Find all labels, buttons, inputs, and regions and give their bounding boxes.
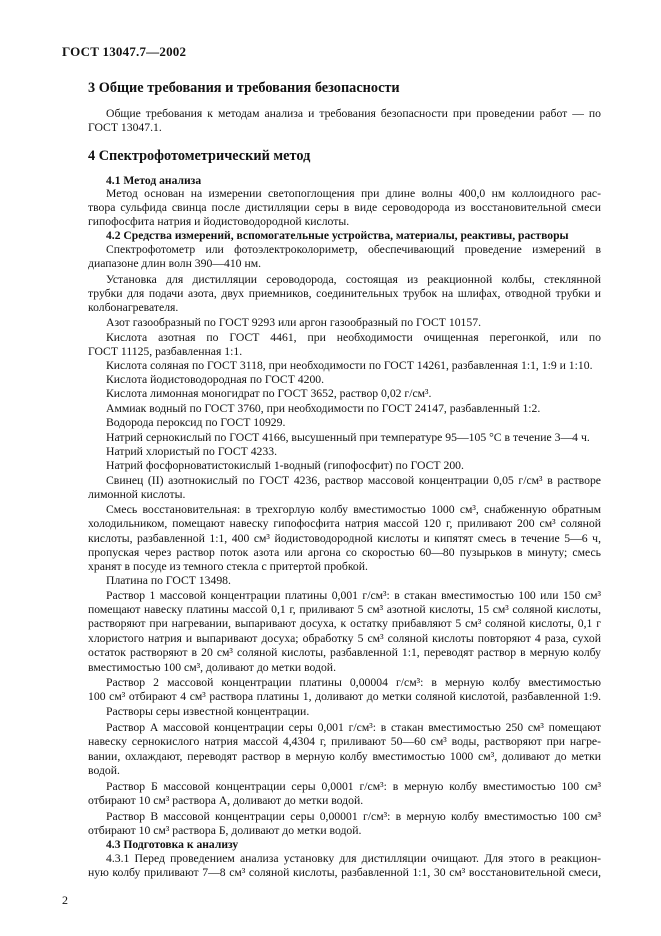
text-line: помещают навеску платины массой 0,1 г, приливают 5 см³ азотной кислоты, 15 см³ соляной кислоты, <box>88 603 601 616</box>
text-line: колбонагревателя. <box>88 301 179 314</box>
text-line: трубки для подачи азота, двух приемников, соединительных трубок на шлифах, отводной трубки и <box>88 287 601 300</box>
text-line: Раствор 2 массовой концентрации платины 0,00004 г/см³: в мерную колбу вместимостью <box>106 676 601 689</box>
text-line: хранят в посуде из темного стекла с притертой пробкой. <box>88 560 368 573</box>
text-line: Растворы серы известной концентрации. <box>106 705 310 718</box>
text-line: Кислота соляная по ГОСТ 3118, при необходимости по ГОСТ 14261, разбавленная 1:1, 1:9 и 1:10. <box>106 359 593 372</box>
subsection-4-3-title: 4.3 Подготовка к анализу <box>106 838 239 851</box>
text-line: Свинец (II) азотнокислый по ГОСТ 4236, раствор массовой концентрации 0,05 г/см³ в растворе <box>106 474 601 487</box>
text-line: Раствор Б массовой концентрации серы 0,0001 г/см³: в мерную колбу вместимостью 100 см³ <box>106 780 601 793</box>
text-line: навеску сернокислого натрия массой 4,4304 г, приливают 50—60 см³ воды, растворяют при нагре- <box>88 735 601 748</box>
text-line: хлористого натрия и выпаривают досуха; обработку 5 см³ соляной кислоты повторяют 4 раза, сухой <box>88 632 601 645</box>
text-line: ГОСТ 13047.1. <box>88 121 162 134</box>
text-line: Метод основан на измерении светопоглощения при длине волны 400,0 нм коллоидного рас- <box>106 187 601 200</box>
text-line: водой. <box>88 764 120 777</box>
section-3-title: 3 Общие требования и требования безопасности <box>88 80 400 96</box>
text-line: Кислота йодистоводородная по ГОСТ 4200. <box>106 373 325 386</box>
text-line: Раствор 1 массовой концентрации платины 0,001 г/см³: в стакан вместимостью 100 или 150 см³ <box>106 589 601 602</box>
text-line: Спектрофотометр или фотоэлектроколориметр, обеспечивающий проведение измерений в <box>106 243 601 256</box>
page-number: 2 <box>62 893 68 907</box>
text-line: вании, охлаждают, переводят раствор в мерную колбу вместимостью 1000 см³, доливают до метки <box>88 750 601 763</box>
subsection-4-1-title: 4.1 Метод анализа <box>106 174 202 187</box>
text-line: Общие требования к методам анализа и требования безопасности при проведении работ — по <box>106 107 601 120</box>
text-line: отбирают 10 см³ раствора Б, доливают до метки водой. <box>88 824 362 837</box>
section-4-title: 4 Спектрофотометрический метод <box>88 148 311 164</box>
subsection-4-2-title: 4.2 Средства измерений, вспомогательные устройства, материалы, реактивы, растворы <box>106 229 569 242</box>
text-line: ГОСТ 11125, разбавленная 1:1. <box>88 345 243 358</box>
text-line: остаток растворяют в 20 см³ соляной кислоты, разбавленной 1:1, переводят раствор в мерную колбу <box>88 646 601 659</box>
text-line: Установка для дистилляции сероводорода, состоящая из реакционной колбы, стеклянной <box>106 273 601 286</box>
text-line: Раствор В массовой концентрации серы 0,00001 г/см³: в мерную колбу вместимостью 100 см³ <box>106 810 601 823</box>
text-line: лимонной кислоты. <box>88 488 186 501</box>
text-line: 100 см³ отбирают 4 см³ раствора платины 1, доливают до метки соляной кислотой, разбавленной 1:9. <box>88 690 601 703</box>
text-line: Платина по ГОСТ 13498. <box>106 574 231 587</box>
text-line: Кислота лимонная моногидрат по ГОСТ 3652, раствор 0,02 г/см³. <box>106 387 432 400</box>
document-header: ГОСТ 13047.7—2002 <box>62 44 187 59</box>
text-line: Натрий хлористый по ГОСТ 4233. <box>106 445 278 458</box>
text-line: Кислота азотная по ГОСТ 4461, при необходимости очищенная перегонкой, или по <box>106 331 601 344</box>
text-line: пропуская через раствор поток азота или аргона со скоростью 60—80 пузырьков в минуту; смесь <box>88 546 601 559</box>
text-line: Натрий фосфорноватистокислый 1-водный (гипофосфит) по ГОСТ 200. <box>106 459 464 472</box>
text-line: отбирают 10 см³ раствора А, доливают до метки водой. <box>88 794 364 807</box>
text-line: Смесь восстановительная: в трехгорлую колбу вместимостью 1000 см³, снабженную обратным <box>106 503 601 516</box>
text-line: вместимостью 100 см³, доливают до метки водой. <box>88 661 336 674</box>
text-line: Водорода пероксид по ГОСТ 10929. <box>106 416 286 429</box>
text-line: Азот газообразный по ГОСТ 9293 или аргон газообразный по ГОСТ 10157. <box>106 316 482 329</box>
text-line: Аммиак водный по ГОСТ 3760, при необходимости по ГОСТ 24147, разбавленный 1:2. <box>106 402 541 415</box>
text-line: гипофосфита натрия и йодистоводородной кислоты. <box>88 215 350 228</box>
text-line: диапазоне длин волн 390—410 нм. <box>88 257 262 270</box>
text-line: растворяют при нагревании, выпаривают досуха, к остатку прибавляют 5 см³ соляной кислоты, 0,1 г <box>88 617 601 630</box>
text-line: 4.3.1 Перед проведением анализа установку для дистилляции очищают. Для этого в реакцион- <box>106 852 601 865</box>
text-line: ную колбу приливают 7—8 см³ соляной кислоты, разбавленной 1:1, 30 см³ восстановительной смеси, <box>88 866 601 879</box>
text-line: твора сульфида свинца после дистилляции серы в виде сероводорода из восстановительной смеси <box>88 201 601 214</box>
text-line: кислоты, разбавленной 1:1, 400 см³ йодистоводородной кислоты и кипятят смесь в течение 5—6 ч, <box>88 532 601 545</box>
text-line: Натрий сернокислый по ГОСТ 4166, высушенный при температуре 95—105 °С в течение 3—4 ч. <box>106 431 590 444</box>
text-line: Раствор А массовой концентрации серы 0,001 г/см³: в стакан вместимостью 250 см³ помещают <box>106 721 601 734</box>
text-line: холодильником, помещают навеску гипофосфита натрия массой 120 г, приливают 200 см³ соляной <box>88 517 601 530</box>
